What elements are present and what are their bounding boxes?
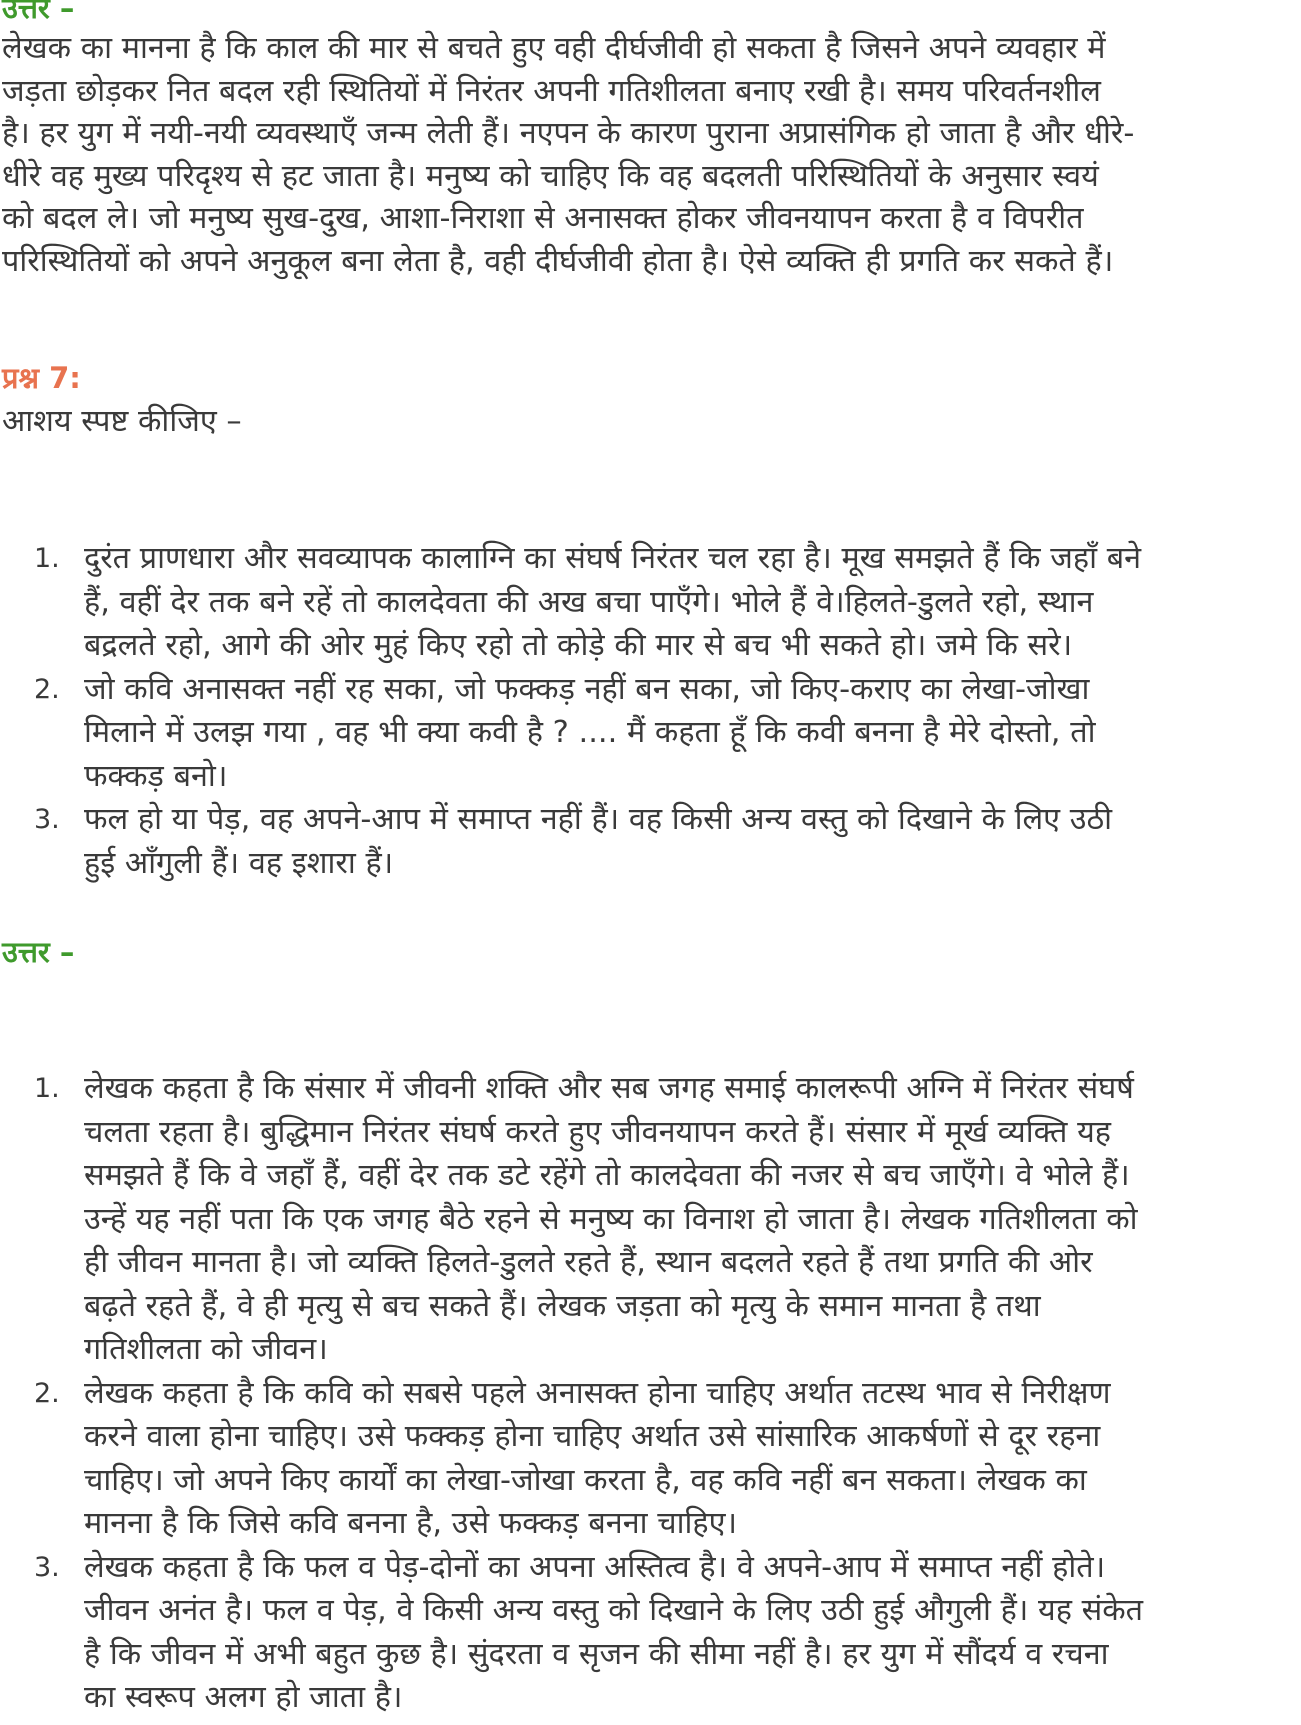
question-7-prompt: आशय स्पष्ट कीजिए – bbox=[2, 404, 242, 439]
list-item-line: ही जीवन मानता है। जो व्यक्ति हिलते-डुलते रहते हैं, स्थान बदलते रहते हैं तथा प्रगति की ओर bbox=[84, 1245, 1093, 1280]
list-item bbox=[0, 668, 1301, 799]
question-7-heading: प्रश्न 7: bbox=[2, 361, 81, 395]
paragraph-line: लेखक का मानना है कि काल की मार से बचते हुए वही दीर्घजीवी हो सकता है जिसने अपने व्यवहार में bbox=[2, 31, 1106, 66]
paragraph-line: जड़ता छोड़कर नित बदल रही स्थितियों में निरंतर अपनी गतिशीलता बनाए रखी है। समय परिवर्तनशील bbox=[2, 73, 1101, 109]
list-item-line: बढ़ते रहते हैं, वे ही मृत्यु से बच सकते हैं। लेखक जड़ता को मृत्यु के समान मानता है तथा bbox=[84, 1288, 1041, 1324]
answer-7-list bbox=[0, 1067, 1301, 1720]
list-item-line: लेखक कहता है कि कवि को सबसे पहले अनासक्त होना चाहिए अर्थात तटस्थ भाव से निरीक्षण bbox=[84, 1375, 1111, 1411]
list-item-line: बद्रलते रहो, आगे की ओर मुहं किए रहो तो कोड़े की मार से बच भी सकते हो। जमे कि सरे। bbox=[84, 628, 1073, 663]
list-number: 2. bbox=[34, 673, 60, 705]
list-item-line: हैं, वहीं देर तक बने रहें तो कालदेवता की अख बचा पाएँगे। भोले हैं वे।हिलते-डुलते रहो, स्थान bbox=[84, 584, 1094, 620]
answer-heading: उत्तर – bbox=[2, 935, 75, 969]
list-item-line: हुई आँगुली हैं। वह इशारा हैं। bbox=[84, 845, 394, 881]
list-item-line: गतिशीलता को जीवन। bbox=[84, 1332, 328, 1367]
list-item bbox=[0, 798, 1301, 885]
list-item-line: जीवन अनंत है। फल व पेड़, वे किसी अन्य वस्तु को दिखाने के लिए उठी हुई औगुली हैं। यह संकेत bbox=[84, 1593, 1144, 1628]
list-item-line: मानना है कि जिसे कवि बनना है, उसे फक्कड़ बनना चाहिए। bbox=[84, 1506, 738, 1541]
list-item bbox=[0, 537, 1301, 668]
list-number: 2. bbox=[34, 1377, 60, 1409]
paragraph-line: है। हर युग में नयी-नयी व्यवस्थाएँ जन्म लेती हैं। नएपन के कारण पुराना अप्रासंगिक हो जाता है और धीरे- bbox=[2, 116, 1135, 151]
list-item bbox=[0, 1372, 1301, 1546]
paragraph-line: परिस्थितियों को अपने अनुकूल बना लेता है, वही दीर्घजीवी होता है। ऐसे व्यक्ति ही प्रगति कर सकते हैं। bbox=[2, 243, 1114, 279]
list-item-line: चलता रहता है। बुद्धिमान निरंतर संघर्ष करते हुए जीवनयापन करते हैं। संसार में मूर्ख व्यक्ति यह bbox=[84, 1114, 1111, 1150]
list-item-line: समझते हैं कि वे जहाँ हैं, वहीं देर तक डटे रहेंगे तो कालदेवता की नजर से बच जाएँगे। वे भोले हैं। bbox=[84, 1158, 1130, 1193]
list-item-line: उन्हें यह नहीं पता कि एक जगह बैठे रहने से मनुष्य का विनाश हो जाता है। लेखक गतिशीलता को bbox=[84, 1201, 1138, 1237]
list-item bbox=[0, 1067, 1301, 1372]
list-item-line: लेखक कहता है कि संसार में जीवनी शक्ति और सब जगह समाई कालरूपी अग्नि में निरंतर संघर्ष bbox=[84, 1071, 1134, 1106]
list-number: 3. bbox=[34, 1551, 60, 1583]
list-item-line: का स्वरूप अलग हो जाता है। bbox=[84, 1680, 403, 1715]
answer-heading: उत्तर – bbox=[2, 0, 75, 25]
list-item-line: मिलाने में उलझ गया , वह भी क्या कवी है ? .... मैं कहता हूँ कि कवी बनना है मेरे दोस्तो, तो bbox=[84, 715, 1096, 750]
list-number: 3. bbox=[34, 804, 60, 835]
list-item-line: है कि जीवन में अभी बहुत कुछ है। सुंदरता व सृजन की सीमा नहीं है। हर युग में सौंदर्य व रचना bbox=[84, 1636, 1109, 1672]
paragraph-line: धीरे वह मुख्य परिदृश्य से हट जाता है। मनुष्य को चाहिए कि वह बदलती परिस्थितियों के अनुसार स्वयं bbox=[2, 158, 1099, 194]
list-item-line: फक्कड़ बनो। bbox=[84, 758, 228, 794]
list-item-line: करने वाला होना चाहिए। उसे फक्कड़ होना चाहिए अर्थात उसे सांसारिक आकर्षणों से दूर रहना bbox=[84, 1419, 1101, 1454]
list-item-line: जो कवि अनासक्त नहीं रह सका, जो फक्कड़ नहीं बन सका, जो किए-कराए का लेखा-जोखा bbox=[84, 671, 1090, 707]
list-item-line: दुरंत प्राणधारा और सवव्यापक कालाग्नि का संघर्ष निरंतर चल रहा है। मूख समझते हैं कि जहाँ बने bbox=[84, 541, 1142, 576]
paragraph-line: को बदल ले। जो मनुष्य सुख-दुख, आशा-निराशा से अनासक्त होकर जीवनयापन करता है व विपरीत bbox=[2, 201, 1084, 236]
list-item-line: लेखक कहता है कि फल व पेड़-दोनों का अपना अस्तित्व है। वे अपने-आप में समाप्त नहीं होते। bbox=[84, 1549, 1106, 1585]
list-number: 1. bbox=[34, 543, 60, 574]
list-number: 1. bbox=[34, 1073, 60, 1104]
list-item bbox=[0, 1546, 1301, 1720]
list-item-line: चाहिए। जो अपने किए कार्यों का लेखा-जोखा करता है, वह कवि नहीं बन सकता। लेखक का bbox=[84, 1462, 1087, 1498]
list-item-line: फल हो या पेड़, वह अपने-आप में समाप्त नहीं हैं। वह किसी अन्य वस्तु को दिखाने के लिए उठी bbox=[84, 802, 1113, 837]
question-7-list bbox=[0, 537, 1301, 885]
answer-6-paragraph bbox=[2, 28, 1292, 283]
